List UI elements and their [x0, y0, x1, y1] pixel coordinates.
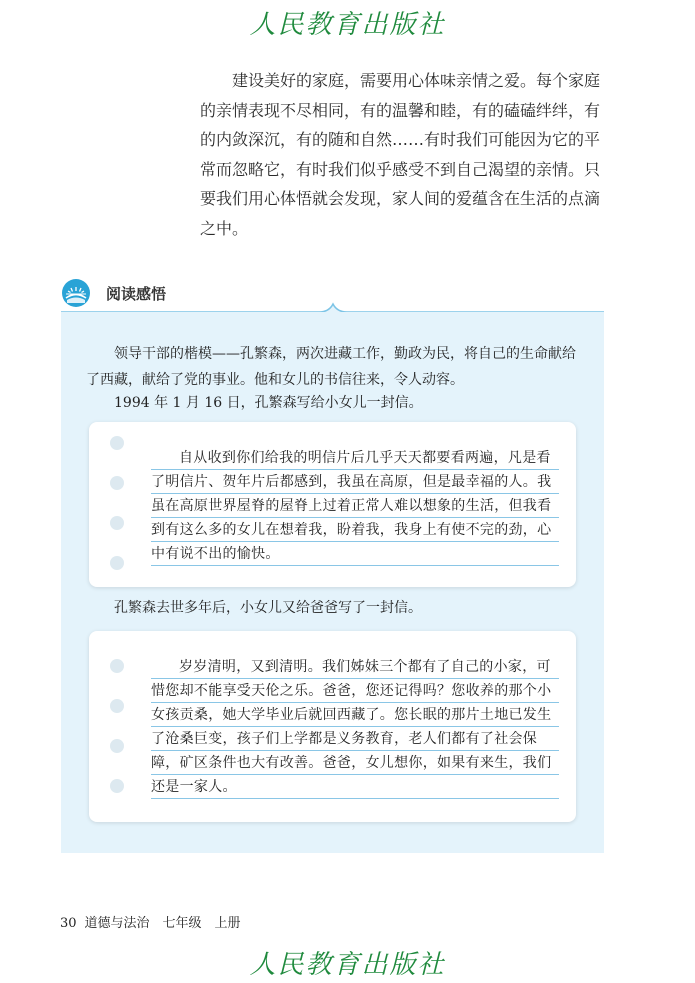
letter1-caption: 1994 年 1 月 16 日，孔繁森写给小女儿一封信。 — [114, 395, 423, 411]
publisher-logo-bottom: 人民教育出版社 — [249, 950, 446, 980]
binder-hole — [110, 699, 124, 713]
binder-hole — [110, 436, 124, 450]
binder-hole — [110, 779, 124, 793]
section-title: 阅读感悟 — [106, 285, 167, 303]
page-number: 30 — [60, 916, 77, 931]
intro-paragraph: 建设美好的家庭，需要用心体味亲情之爱。每个家庭的亲情表现不尽相同，有的温馨和睦，有的磕磕绊绊，有的内敛深沉，有的随和自然……有时我们可能因为它的平常而忽略它，有时我们似乎感受不到自己渴望的亲情。只要我们用心体悟就会发现，家人间的爱蕴含在生活的点滴之中。 — [200, 71, 601, 238]
page-footer — [60, 912, 241, 931]
binder-hole — [110, 476, 124, 490]
letter-1-text: 自从收到你们给我的明信片后几乎天天都要看两遍，凡是看了明信片、贺年片后都感到，我虽在高原，但是最幸福的人。我虽在高原世界屋脊的屋脊上过着正常人难以想象的生活，但我看到有这么多的女儿在想着我，盼着我，我身上有使不完的劲，心中有说不出的愉快。 — [151, 446, 559, 566]
letter-card-1 — [89, 422, 576, 587]
binder-hole — [110, 659, 124, 673]
publisher-logo: 人民教育出版社 — [249, 10, 446, 40]
binder-hole — [110, 516, 124, 530]
reading-intro-paragraph: 领导干部的楷模——孔繁森，两次进藏工作，勤政为民，将自己的生命献给了西藏，献给了党的事业。他和女儿的书信往来，令人动容。 — [86, 346, 576, 388]
letter-2-text: 岁岁清明，又到清明。我们姊妹三个都有了自己的小家，可惜您却不能享受天伦之乐。爸爸，您还记得吗？您收养的那个小女孩贡桑，她大学毕业后就回西藏了。您长眠的那片土地已发生了沧桑巨变，孩子们上学都是义务教育，老人们都有了社会保障，矿区条件也大有改善。爸爸，女儿想你，如果有来生，我们还是一家人。 — [151, 655, 559, 799]
letter-card-2 — [89, 631, 576, 822]
book-title: 道德与法治 七年级 上册 — [84, 916, 241, 931]
binder-hole — [110, 739, 124, 753]
binder-hole — [110, 556, 124, 570]
letter2-caption: 孔繁森去世多年后，小女儿又给爸爸写了一封信。 — [114, 600, 422, 616]
